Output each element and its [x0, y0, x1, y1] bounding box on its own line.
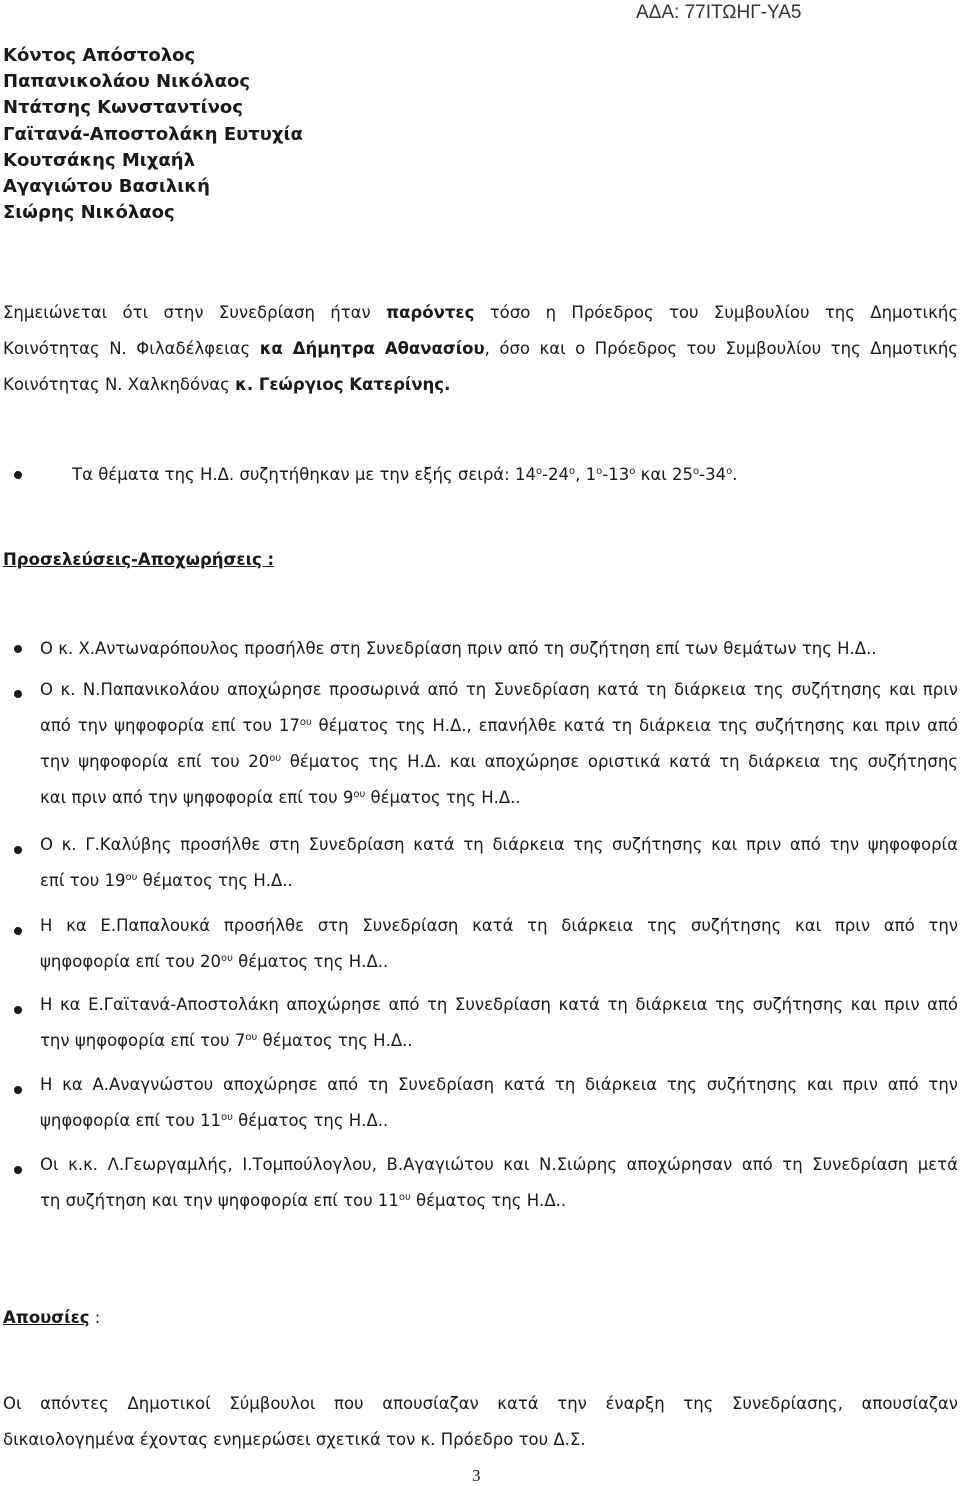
movement-item: Οι κ.κ. Λ.Γεωργαμλής, Ι.Τομπούλογλου, Β.Αγαγιώτου και Ν.Σιώρης αποχώρησαν από τη Συνεδρίαση μετά τη συζήτηση και την ψηφοφορία επί του $11^{o\upsilon}$ θέματος της Η.Δ..	[40, 1155, 958, 1210]
movements-heading: Προσελεύσεις-Αποχωρήσεις :	[3, 550, 275, 569]
member-name: Ντάτσης Κωνσταντίνος	[3, 97, 243, 119]
member-name: Γαϊτανά-Αποστολάκη Ευτυχία	[3, 123, 303, 145]
absences-heading: Απουσίες	[3, 1308, 90, 1327]
absences-heading-line: Απουσίες :	[3, 1308, 101, 1327]
presence-paragraph	[3, 295, 958, 403]
bullet-icon	[14, 1086, 22, 1094]
movement-item: Ο κ. Χ.Αντωναρόπουλος προσήλθε στη Συνεδρίαση πριν από τη συζήτηση επί των θεμάτων της Η.Δ..	[40, 639, 877, 658]
member-name: Κουτσάκης Μιχαήλ	[3, 149, 195, 171]
bullet-icon	[14, 471, 22, 479]
text-line: Σημειώνεται ότι στην Συνεδρίαση ήταν παρόντες τόσο η Πρόεδρος του Συμβουλίου της Δημοτικής	[3, 303, 959, 322]
discussion-order: Τα θέματα της Η.Δ. συζητήθηκαν με την εξής σειρά: $14^o-24^o$, $1^o-13^o$ και $25^o-34^o$.	[72, 465, 738, 484]
bullet-icon	[14, 1166, 22, 1174]
movement-item: Ο κ. Γ.Καλύβης προσήλθε στη Συνεδρίαση κατά τη διάρκεια της συζήτησης και πριν από την ψηφοφορία επί του $19^{o\upsilon}$ θέματος της Η.Δ..	[40, 835, 958, 890]
member-name: Σιώρης Νικόλαος	[3, 202, 175, 224]
bullet-icon	[14, 846, 22, 854]
text-line: Οι απόντες Δημοτικοί Σύμβουλοι που απουσίαζαν κατά την έναρξη της Συνεδρίασης, απουσίαζαν	[3, 1394, 958, 1413]
member-name: Κόντος Απόστολος	[3, 45, 196, 66]
bullet-icon	[14, 690, 22, 698]
movement-item: Η κα Ε.Γαϊτανά-Αποστολάκη αποχώρησε από τη Συνεδρίαση κατά τη διάρκεια της συζήτησης και πριν από την ψηφοφορία επί του $7^{o\upsilon}$ θέματος της Η.Δ..	[40, 995, 958, 1050]
text-line: δικαιολογημένα έχοντας ενημερώσει σχετικά τον κ. Πρόεδρο του Δ.Σ.	[3, 1430, 586, 1449]
absences-paragraph	[3, 1386, 958, 1458]
bullet-icon	[14, 927, 22, 935]
bullet-icon	[14, 1006, 22, 1014]
text-line: Κοινότητας Ν. Φιλαδέλφειας κα Δήμητρα Αθανασίου, όσο και ο Πρόεδρος του Συμβουλίου της Δημοτικής	[3, 339, 958, 358]
bullet-icon	[14, 645, 22, 653]
movement-item: Ο κ. Ν.Παπανικολάου αποχώρησε προσωρινά από τη Συνεδρίαση κατά τη διάρκεια της συζήτησης και πριν από την ψηφοφορία επί του $17^{o\upsilon}$ θέματος της Η.Δ., επανήλθε κατά τη διάρκεια της συζήτησης και πριν από την ψηφοφορία επί του $20^{o\upsilon}$ θέματος της Η.Δ. και αποχώρησε οριστικά κατά τη διάρκεια της συζήτησης και πριν από την ψηφοφορία επί του $9^{o\upsilon}$ θέματος της Η.Δ..	[40, 680, 958, 807]
movement-item: Η κα Α.Αναγνώστου αποχώρησε από τη Συνεδρίαση κατά τη διάρκεια της συζήτησης και πριν από την ψηφοφορία επί του $11^{o\upsilon}$ θέματος της Η.Δ..	[40, 1075, 958, 1130]
movement-item: Η κα Ε.Παπαλουκά προσήλθε στη Συνεδρίαση κατά τη διάρκεια της συζήτησης και πριν από την ψηφοφορία επί του $20^{o\upsilon}$ θέματος της Η.Δ..	[40, 916, 958, 971]
text-line: Κοινότητας Ν. Χαλκηδόνας κ. Γεώργιος Κατερίνης.	[3, 375, 451, 394]
member-name: Παπανικολάου Νικόλαος	[3, 71, 251, 93]
member-names-list	[3, 43, 303, 226]
page-number: 3	[472, 1466, 481, 1485]
ada-code: ΑΔΑ: 77ΙΤΩΗΓ-ΥΑ5	[636, 2, 802, 23]
member-name: Αγαγιώτου Βασιλική	[3, 176, 210, 198]
